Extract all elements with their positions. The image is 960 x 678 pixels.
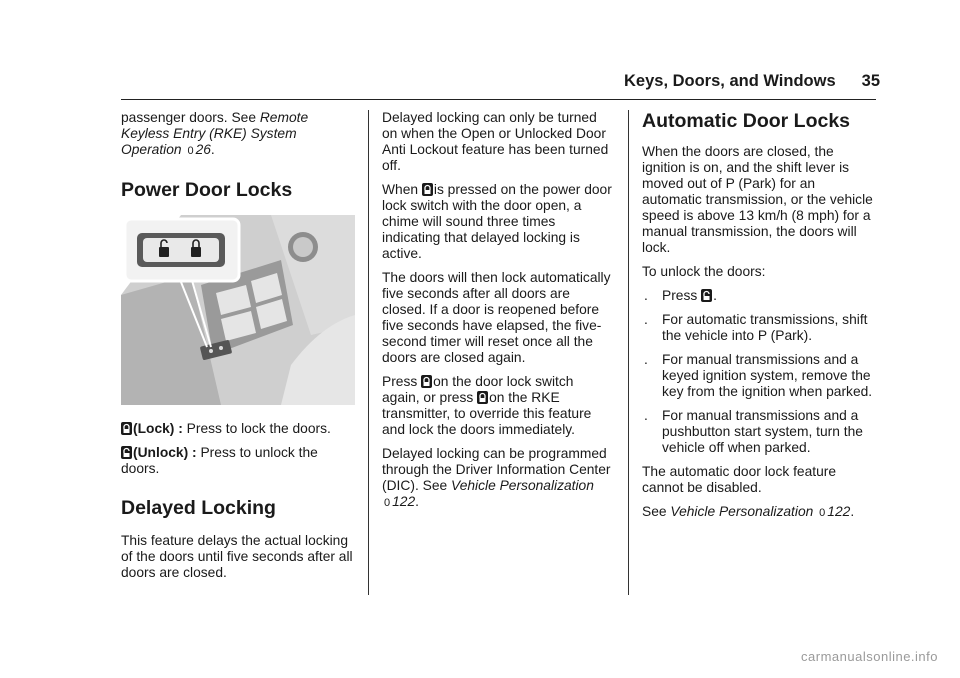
paragraph-4 <box>382 374 614 438</box>
bullet-text: For automatic transmissions, shift the vehicle into P (Park). <box>662 312 868 343</box>
text-fragment: on the door lock switch again, or press <box>382 374 574 405</box>
text-fragment: See <box>642 504 671 519</box>
rke-reference-link[interactable]: Remote Keyless Entry (RKE) System Operation <box>121 110 309 157</box>
lock-definition <box>121 421 359 437</box>
page-ref-arrow: 0 <box>384 497 391 509</box>
bullet-item <box>642 352 878 400</box>
page-ref-number[interactable]: 26 <box>195 142 211 157</box>
unlock-description: Press to unlock the doors. <box>121 445 318 476</box>
paragraph-1: When the doors are closed, the ignition is on, and the shift lever is moved out of P (Park) for an automatic transmission, or the vehicle speed is above 13 km/h (8 mph) for a manual transmission, the doors will lock. <box>642 144 873 255</box>
unlock-icon <box>701 289 712 302</box>
paragraph-2 <box>382 182 614 262</box>
paragraph-1: Delayed locking can only be turned on when the Open or Unlocked Door Anti Lockout feature has been turned off. <box>382 110 609 173</box>
heading-delayed-locking: Delayed Locking <box>121 497 276 519</box>
text-fragment: . <box>713 288 717 303</box>
paragraph-3: The doors will then lock automatically five seconds after all doors are closed. If a door is reopened before five seconds have elapsed, the five-second timer will reset once all the doors are closed again. <box>382 270 611 365</box>
column-2 <box>382 110 614 519</box>
bullet-marker: . <box>644 408 648 423</box>
delayed-locking-text: This feature delays the actual locking of the doors until five seconds after all doors are closed. <box>121 533 353 580</box>
door-lock-switch-illustration <box>121 215 355 405</box>
unlock-definition <box>121 445 359 477</box>
bullet-marker: . <box>644 312 648 327</box>
lock-icon <box>477 391 488 404</box>
intro-paragraph <box>121 110 359 159</box>
column-3 <box>642 110 878 529</box>
unlock-term: (Unlock) : <box>133 445 197 460</box>
text-fragment: Delayed locking can be programmed through the Driver Information Center (DIC). See <box>382 446 611 493</box>
section-title: Keys, Doors, and Windows <box>624 72 836 90</box>
column-divider <box>628 110 629 595</box>
paragraph-3: The automatic door lock feature cannot be disabled. <box>642 464 837 495</box>
paragraph-5 <box>382 446 614 511</box>
text-fragment: on the RKE transmitter, to override this feature and lock the doors immediately. <box>382 390 592 437</box>
text-fragment: When <box>382 182 422 197</box>
bullet-text: For manual transmissions and a pushbutton start system, turn the vehicle off when parked. <box>662 408 863 455</box>
period: . <box>415 494 419 509</box>
bullet-item <box>642 312 878 344</box>
column-divider <box>368 110 369 595</box>
page-ref-number[interactable]: 122 <box>827 504 851 519</box>
bullet-text: For manual transmissions and a keyed ignition system, remove the key from the ignition when parked. <box>662 352 873 399</box>
watermark: carmanualsonline.info <box>801 649 938 664</box>
page-number: 35 <box>861 72 880 90</box>
text-fragment: Press <box>382 374 422 389</box>
lock-term: (Lock) : <box>133 421 183 436</box>
lock-icon <box>422 183 433 196</box>
heading-power-door-locks: Power Door Locks <box>121 179 293 201</box>
bullet-item <box>642 408 878 456</box>
period: . <box>850 504 855 519</box>
page-ref-arrow: 0 <box>187 145 194 157</box>
heading-automatic-door-locks: Automatic Door Locks <box>642 110 851 132</box>
vehicle-personalization-link[interactable]: Vehicle Personalization <box>451 478 594 493</box>
bullet-item <box>642 288 878 304</box>
text-fragment: Press <box>662 288 702 303</box>
page-header <box>560 72 880 91</box>
bullet-marker: . <box>644 352 648 367</box>
column-1 <box>121 110 359 589</box>
paragraph-2: To unlock the doors: <box>642 264 766 279</box>
page-ref-arrow: 0 <box>819 507 826 519</box>
text-fragment: is pressed on the power door lock switch with the door open, a chime will sound three times indicating that delayed locking is active. <box>382 182 612 261</box>
header-rule <box>121 99 876 100</box>
bullet-marker: . <box>644 288 648 303</box>
lock-icon <box>421 375 432 388</box>
period: . <box>210 142 215 157</box>
paragraph-4 <box>642 504 878 521</box>
unlock-icon <box>121 446 132 459</box>
vehicle-personalization-link[interactable]: Vehicle Personalization <box>670 504 814 519</box>
page-ref-number[interactable]: 122 <box>392 494 416 509</box>
intro-text: passenger doors. See <box>121 110 260 125</box>
lock-icon <box>121 422 132 435</box>
lock-description: Press to lock the doors. <box>186 421 331 436</box>
